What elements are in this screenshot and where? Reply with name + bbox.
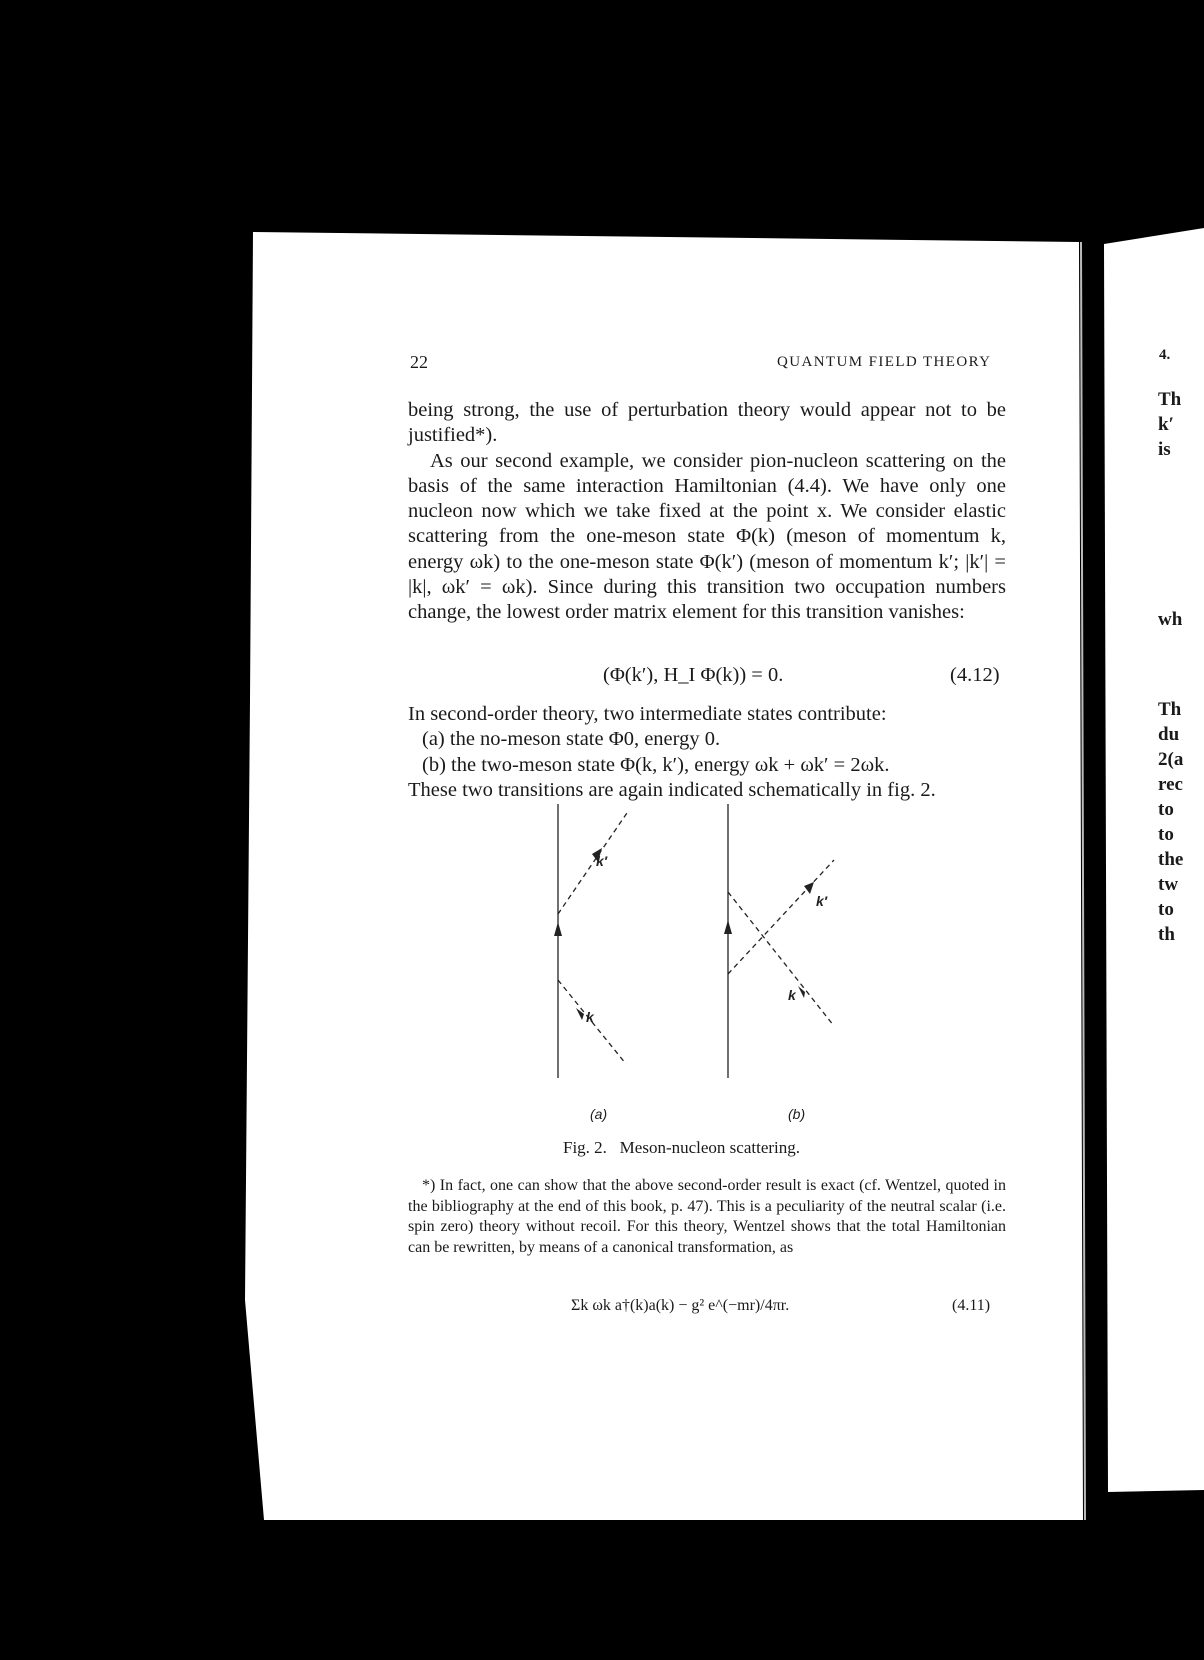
diagram-b [724,804,834,1078]
label-b-in: k [788,987,796,1003]
facing-line: Th [1158,389,1182,410]
page-number: 22 [410,352,428,372]
diagram-a [554,804,629,1078]
paragraph-figure-reference: These two transitions are again indicated schematically in fig. 2. [408,778,936,801]
incoming-arrow-b [798,986,805,998]
book-page [258,236,1078,1526]
label-b-out: k′ [816,893,828,909]
facing-line: to [1158,824,1174,845]
footnote-equation: Σk ωk a†(k)a(k) − g² e^(−mr)/4πr. [571,1297,790,1314]
facing-line: du [1158,724,1180,745]
nucleon-arrow-b [724,920,732,934]
feynman-diagrams [518,796,838,1086]
facing-line: to [1158,899,1174,920]
outgoing-meson-b [728,860,834,974]
facing-line: 4. [1159,347,1171,363]
outgoing-meson-a [558,810,629,914]
facing-line: rec [1158,774,1183,795]
facing-line: the [1158,849,1184,870]
running-head: QUANTUM FIELD THEORY [777,354,992,370]
equation-number-4-12: (4.12) [950,664,1000,686]
facing-line: k′ [1158,414,1174,435]
facing-line: to [1158,799,1174,820]
facing-line: th [1158,924,1175,945]
second-order-text [408,702,1006,803]
facing-line: 2(a [1158,749,1184,770]
facing-line: tw [1158,874,1179,895]
label-a-out: k′ [596,853,608,869]
equation-4-12: (Φ(k′), H_I Φ(k)) = 0. [603,664,784,686]
facing-line: wh [1158,609,1183,630]
outgoing-arrow-b [804,882,814,894]
list-item-a: (a) the no-meson state Φ0, energy 0. [422,728,721,751]
list-item-b: (b) the two-meson state Φ(k, k′), energy ωk + ωk′ = 2ωk. [422,753,890,776]
figure-caption: Fig. 2. Meson-nucleon scattering. [563,1138,801,1157]
incoming-meson-b [728,892,834,1026]
nucleon-arrow-a [554,922,562,936]
facing-line: Th [1158,699,1182,720]
footnote: *) In fact, one can show that the above second-order result is exact (cf. Wentzel, quoted in the bibliography at the end of this book, p. 47). This is a peculiarity of the neutral scalar (i.e. spin zero) theory without recoil. For this theory, Wentzel shows that the total Hamiltonian can be rewritten, by means of a canonical transformation, as [408,1177,1006,1256]
facing-line: is [1158,439,1171,460]
paragraph-second-order: In second-order theory, two intermediate states contribute: [408,703,887,725]
paragraph-pion-nucleon: As our second example, we consider pion-nucleon scattering on the basis of the same interaction Hamiltonian (4.4). We have only one nucleon now which we take fixed at the point x. We consider elastic scattering from the one-meson state Φ(k) (meson of momentum k, energy ωk) to the one-meson state Φ(k′) (meson of momentum k′; |k′| = |k|, ωk′ = ωk). Since during this transition two occupation numbers change, the lowest order matrix element for this transition vanishes: [408,449,1006,624]
footnote-equation-number: (4.11) [952,1297,991,1314]
facing-page-paper [1104,228,1204,1492]
body-text [408,398,1006,626]
panel-b-label: (b) [788,1106,806,1122]
label-a-in: k [586,1009,594,1025]
paragraph-continued: being strong, the use of perturbation theory would appear not to be justified*). [408,399,1006,447]
panel-a-label: (a) [590,1106,608,1122]
